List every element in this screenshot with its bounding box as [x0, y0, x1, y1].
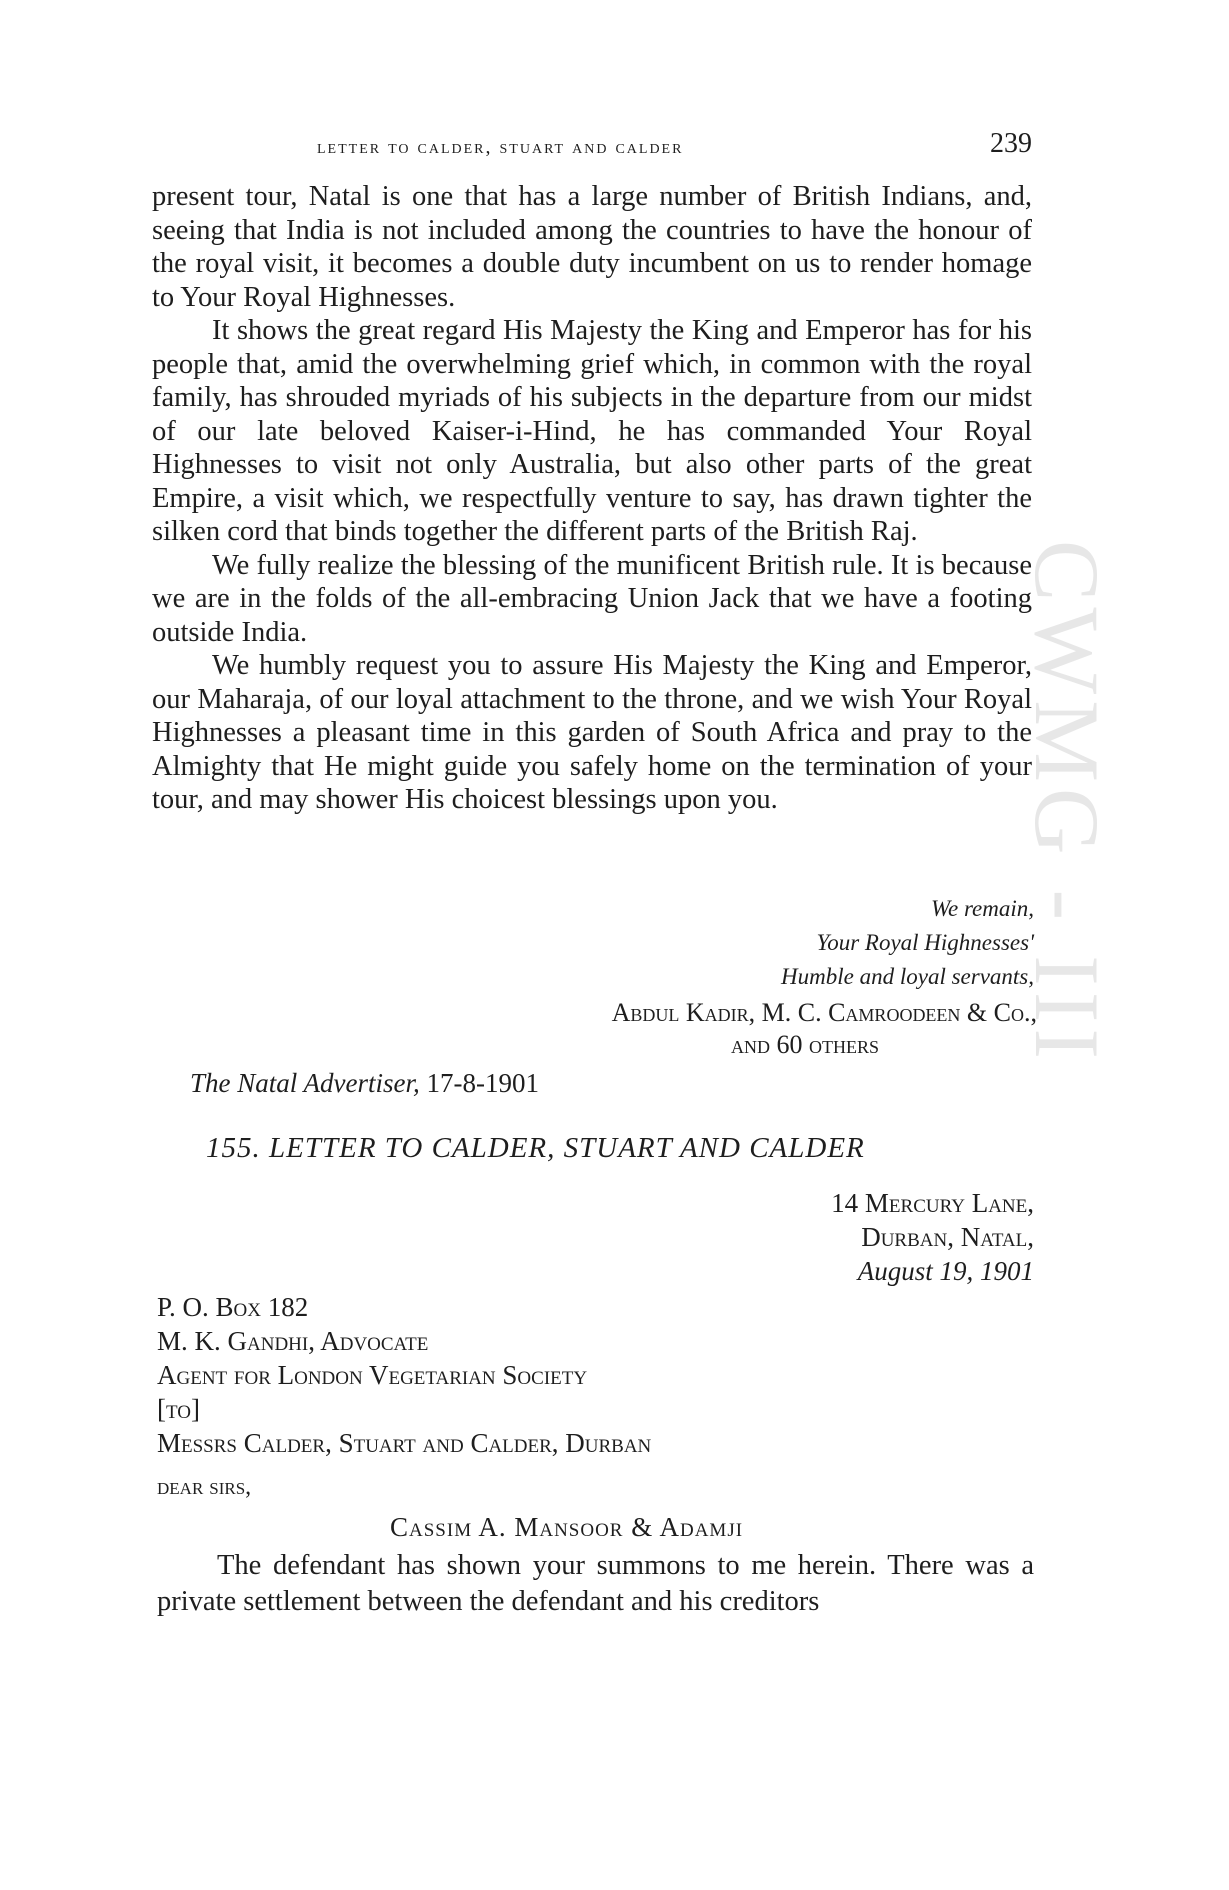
paragraph-4: We humbly request you to assure His Majesty the King and Emperor, our Maharaja, of our loyal attachment to the throne, and we wish Your Royal Highnesses a pleasant time in this garden of South Africa and pray to the Almighty that He might guide you safely home on the termination of your tour, and may shower His choicest blessings upon you. [152, 650, 1032, 815]
paragraph-3: We fully realize the blessing of the munificent British rule. It is because we are in the folds of the all-embracing Union Jack that we have a footing outside India. [152, 549, 1032, 648]
signature-we-remain: We remain, [930, 896, 1034, 921]
running-title: letter to calder, stuart and calder [317, 136, 684, 158]
page-number: 239 [990, 128, 1032, 159]
source-citation [190, 1068, 539, 1099]
signature-servants: Humble and loyal servants, [781, 964, 1034, 989]
signatory-others: and 60 others [730, 1030, 879, 1059]
sender-box: P. O. Box 182 [157, 1292, 309, 1322]
address-line-2: Durban, Natal, [861, 1222, 1034, 1252]
to-marker: [to] [157, 1394, 200, 1424]
paragraph-5: The defendant has shown your summons to me herein. There was a private settlement between the defendant and his creditors [157, 1550, 1034, 1617]
closing-text [157, 1548, 1034, 1620]
section-heading: 155. LETTER TO CALDER, STUART AND CALDER [206, 1132, 865, 1164]
paragraph-1: present tour, Natal is one that has a large number of British Indians, and, seeing that India is not included among the countries to have the honour of the royal visit, it becomes a double duty incumbent on us to render homage to Your Royal Highnesses. [152, 181, 1032, 313]
sender-name: M. K. Gandhi, Advocate [157, 1326, 429, 1356]
signature-highnesses: Your Royal Highnesses' [816, 930, 1034, 955]
source-date: 17-8-1901 [426, 1068, 539, 1098]
salutation: dear sirs, [157, 1474, 252, 1500]
sender-agent: Agent for London Vegetarian Society [157, 1360, 588, 1390]
paragraph-2: It shows the great regard His Majesty the King and Emperor has for his people that, amid the overwhelming grief which, in common with the royal family, has shrouded myriads of his subjects in the departure from our midst of our late beloved Kaiser-i-Hind, he has commanded Your Royal Highnesses to visit not only Australia, but also other parts of the great Empire, a visit which, we respectfully venture to say, has drawn tighter the silken cord that binds together the different parts of the British Raj. [152, 315, 1032, 547]
letter-body [152, 180, 1032, 817]
running-head [152, 128, 1032, 168]
letter-date: August 19, 1901 [857, 1256, 1034, 1286]
watermark: CWMG - III [1016, 540, 1118, 1065]
source-publication: The Natal Advertiser, [190, 1068, 420, 1098]
signatory-names: Abdul Kadir, M. C. Camroodeen & Co., [611, 998, 1037, 1027]
case-subject: Cassim A. Mansoor & Adamji [390, 1512, 744, 1542]
recipient: Messrs Calder, Stuart and Calder, Durban [157, 1428, 652, 1458]
address-line-1: 14 Mercury Lane, [831, 1188, 1034, 1218]
